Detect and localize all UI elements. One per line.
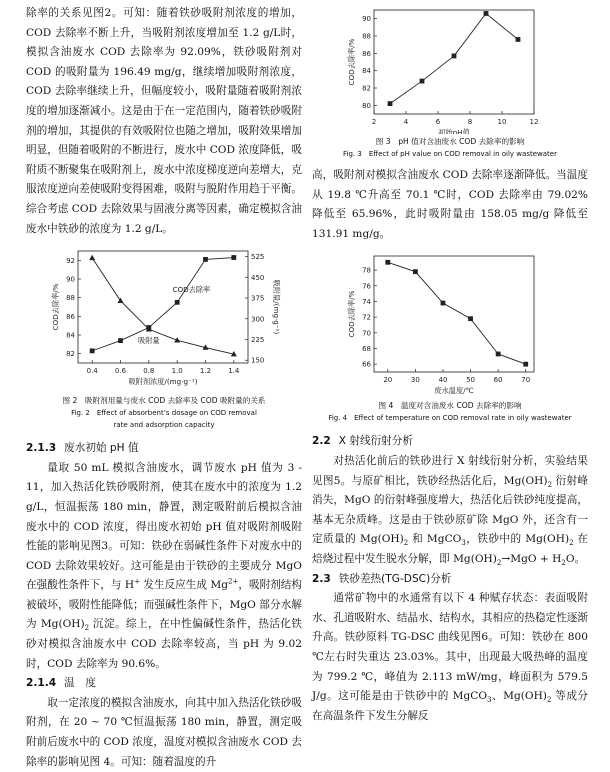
paragraph-xrd: 对热活化前后的铁砂进行 X 射线衍射分析，实验结果见图5。与原矿相比，铁砂经热活化后，$Mg(OH)_2$ 衍射峰消失，MgO 的衍射峰强度增大，热活化后铁砂纯度提高，基本无杂质峰。这是由于铁砂原矿除 MgO 外，还含有一定质量的 $Mg(OH)_2$ 和 MgCO$_3$，铁砂中的 $Mg(OH)_2$ 在焙烧过程中发生脱水分解，即 $Mg(OH)_2\to MgO + H_2O$。 (312, 454, 589, 568)
y2-tick-label: 300 (251, 315, 265, 324)
series-label: COD去除率 (172, 285, 211, 295)
figure-3-caption-en: Fig. 3 Effect of pH value on COD removal in oily wastewater (343, 150, 557, 158)
figure-4-caption (312, 400, 588, 424)
series-line (388, 263, 526, 365)
data-point (413, 270, 418, 275)
y2-tick-label: 450 (251, 273, 265, 282)
y-tick-label: 84 (362, 67, 371, 76)
section-number: 2.1.4 (26, 677, 57, 690)
y-axis-label: COD去除率/% (51, 283, 60, 331)
section-number: 2.3 (312, 572, 331, 585)
series-line (390, 13, 518, 103)
data-point (385, 260, 390, 265)
x-tick-label: 1.2 (199, 367, 212, 376)
data-point (452, 54, 457, 59)
y-tick-label: 80 (362, 101, 371, 110)
data-point (484, 11, 489, 16)
figure-4-chart (312, 248, 588, 398)
section-heading-2-2 (312, 432, 588, 452)
y-tick-label: 84 (66, 331, 75, 340)
x-tick-label: 40 (438, 376, 448, 385)
right-column (312, 4, 588, 726)
series-line (92, 258, 234, 354)
series-line (92, 258, 234, 351)
y-tick-label: 88 (362, 32, 371, 41)
y-tick-label: 92 (66, 256, 75, 265)
figure-4-caption-en: Fig. 4 Effect of temperature on COD removal rate in oily wastewater (328, 414, 572, 423)
figure-2-caption-cn: 图 2 吸附剂用量与废水 COD 去除率及 COD 吸附量的关系 (62, 396, 266, 406)
paragraph-initial-ph: 量取 50 mL 模拟含油废水，调节废水 pH 值为 3 - 11，加入热活化铁砂吸附剂，使其在废水中的浓度为 1.2 g/L，恒温振荡 180 min，静置，测定吸附前后模拟含油废水中的 COD 浓度，得出废水初始 pH 值对吸附剂吸附性能的影响见图3。可知：铁砂在弱碱性条件下对废水中的 COD 去除效果较好。这可能是由于铁砂的主要成分 MgO 在强酸性条件下，与 H+ 发生反应生成 $Mg^{2+}$，吸附剂结构被破坏，吸附性能降低；而强碱性条件下，MgO 部分水解为 $Mg(OH)_2$ 沉淀。综上，在中性偏碱性条件，热活化铁砂对模拟含油废水中 COD 去除率较高，当 pH 为 9.02 时，COD 去除率为 90.6%。 (26, 461, 302, 670)
y-tick-label: 76 (362, 282, 371, 291)
data-point (496, 352, 501, 357)
data-point (203, 257, 208, 262)
paragraph-temperature-cont: 高，吸附剂对模拟含油废水 COD 去除率逐渐降低。当温度从 19.8 ℃升高至 70.1 ℃时，COD 去除率由 79.02% 降低至 65.96%，此时吸附量由 158.05 mg/g 降低至 131.91 mg/g。 (312, 169, 588, 240)
y2-tick-label: 525 (251, 253, 265, 262)
y2-tick-label: 375 (251, 294, 265, 303)
y2-axis-label: 吸附量/(mg·g⁻¹) (272, 279, 281, 335)
data-point (523, 362, 528, 367)
section-title: 废水初始 pH 值 (64, 442, 139, 455)
plot-frame (374, 256, 534, 372)
x-tick-label: 10 (497, 118, 507, 126)
left-column (26, 4, 302, 772)
y-tick-label: 90 (362, 15, 371, 24)
y2-tick-label: 225 (251, 336, 265, 345)
x-tick-label: 20 (383, 376, 393, 385)
y-tick-label: 86 (66, 312, 75, 321)
figure-4-caption-cn: 图 4 温度对含油废水 COD 去除率的影响 (378, 401, 522, 411)
section-heading-2-1-3 (26, 439, 302, 459)
plot-frame (78, 251, 248, 363)
section-number: 2.1.3 (26, 442, 57, 455)
x-tick-label: 12 (529, 118, 539, 126)
x-tick-label: 0.4 (86, 367, 98, 376)
paragraph-tg-dsc: 通常矿物中的水通常有以下 4 种赋存状态：表面吸附水、孔道吸附水、结晶水、结构水，其相应的热稳定性逐渐升高。铁砂原料 TG-DSC 曲线见图6。可知：铁砂在 800 ℃左右时失重达 23.03%。其中，出现最大吸热峰的温度为 799.2 ℃，峰值为 2.113 mW/mg，峰面积为 579.5 J/g。这可能是由于铁砂中的 MgCO$_3$、$Mg(OH)_2$ 等成分在高温条件下发生分解反 (312, 592, 588, 722)
section-title: X 射线衍射分析 (338, 435, 413, 448)
x-axis-label: 初始pH值 (438, 128, 470, 134)
x-axis-label: 吸附剂浓度/(mg·g⁻¹) (128, 377, 198, 387)
data-point (441, 301, 446, 306)
x-tick-label: 50 (466, 376, 476, 385)
figure-3-chart (312, 4, 588, 134)
x-tick-label: 4 (403, 118, 409, 126)
figure-2-caption (26, 395, 302, 431)
section-title: 温 度 (64, 677, 96, 690)
data-point (420, 79, 425, 84)
y-tick-label: 78 (362, 266, 371, 275)
data-point (175, 300, 180, 305)
y-tick-label: 88 (66, 294, 75, 303)
section-heading-2-3 (312, 570, 588, 590)
x-tick-label: 1.4 (228, 367, 240, 376)
x-tick-label: 30 (410, 376, 420, 385)
x-axis-label: 废水温度/℃ (434, 386, 474, 396)
figure-2-chart (26, 245, 302, 391)
data-point (118, 338, 123, 343)
x-tick-label: 0.6 (114, 367, 127, 376)
y-axis-label: COD去除率/% (347, 290, 356, 338)
x-tick-label: 2 (371, 118, 377, 126)
section-number: 2.2 (312, 435, 331, 448)
x-tick-label: 0.8 (143, 367, 155, 376)
section-title: 铁砂差热(TG-DSC)分析 (338, 572, 452, 585)
figure-3 (312, 4, 588, 134)
y2-tick-label: 150 (251, 356, 265, 365)
y-tick-label: 68 (362, 345, 371, 354)
y-tick-label: 70 (362, 329, 371, 338)
y-axis-label: COD去除率/% (347, 38, 356, 86)
figure-2-caption-en: Fig. 2 Effect of absorbent’s dosage on COD removal (71, 409, 257, 418)
data-point (89, 255, 95, 260)
y-tick-label: 74 (362, 298, 371, 307)
data-point (90, 349, 95, 354)
paragraph-temperature: 取一定浓度的模拟含油废水，向其中加入热活化铁砂吸附剂，在 20 ~ 70 ℃恒温振荡 180 min，静置，测定吸附前后废水中的 COD 浓度，温度对模拟含油废水 COD 去除率的影响见图 4。可知：随着温度的升 (26, 696, 302, 768)
y-tick-label: 86 (362, 49, 371, 58)
x-tick-label: 6 (435, 118, 441, 126)
y-tick-label: 90 (66, 275, 75, 284)
y-tick-label: 66 (362, 361, 371, 370)
data-point (388, 101, 393, 106)
y-tick-label: 82 (66, 350, 75, 359)
figure-3-caption-cn: 图 3 pH 值对含油废水 COD 去除率的影响 (375, 137, 525, 146)
section-heading-2-1-4 (26, 674, 302, 694)
figure-2 (26, 245, 302, 391)
data-point (468, 317, 473, 322)
x-tick-label: 60 (493, 376, 503, 385)
data-point (231, 255, 236, 260)
data-point (516, 37, 521, 42)
y-tick-label: 82 (362, 84, 371, 93)
series-label: 吸附量 (138, 335, 160, 345)
x-tick-label: 8 (467, 118, 473, 126)
paragraph-adsorbent-dosage: 除率的关系见图2。可知：随着铁砂吸附剂浓度的增加，COD 去除率不断上升，当吸附剂浓度增加至 1.2 g/L时，模拟含油废水 COD 去除率为 92.09%，铁砂吸附剂对 COD 的吸附量为 196.49 mg/g，继续增加吸附剂浓度，COD 去除率继续上升，但幅度较小，吸附量随着吸附剂浓度的增加逐渐减小。这是由于在一定范围内，随着铁砂吸附剂的增加，其提供的有效吸附位也随之增加，吸附效果增加明显，但随着吸附的不断进行，废水中 COD 浓度降低，吸附质不断聚集在吸附剂上，废水中浓度梯度逆向差增大，克服浓度逆向差使吸附变得困难，吸附与脱附作用趋于平衡。综合考虑 COD 去除效果与固液分离等因素，确定模拟含油废水中铁砂的浓度为 1.2 g/L。 (26, 7, 302, 235)
figure-2-caption-en-2: rate and adsorption capacity (113, 421, 215, 430)
x-tick-label: 70 (521, 376, 531, 385)
x-tick-label: 1.0 (171, 367, 183, 376)
figure-4 (312, 248, 588, 398)
y-tick-label: 72 (362, 314, 371, 323)
figure-3-caption (312, 136, 588, 160)
